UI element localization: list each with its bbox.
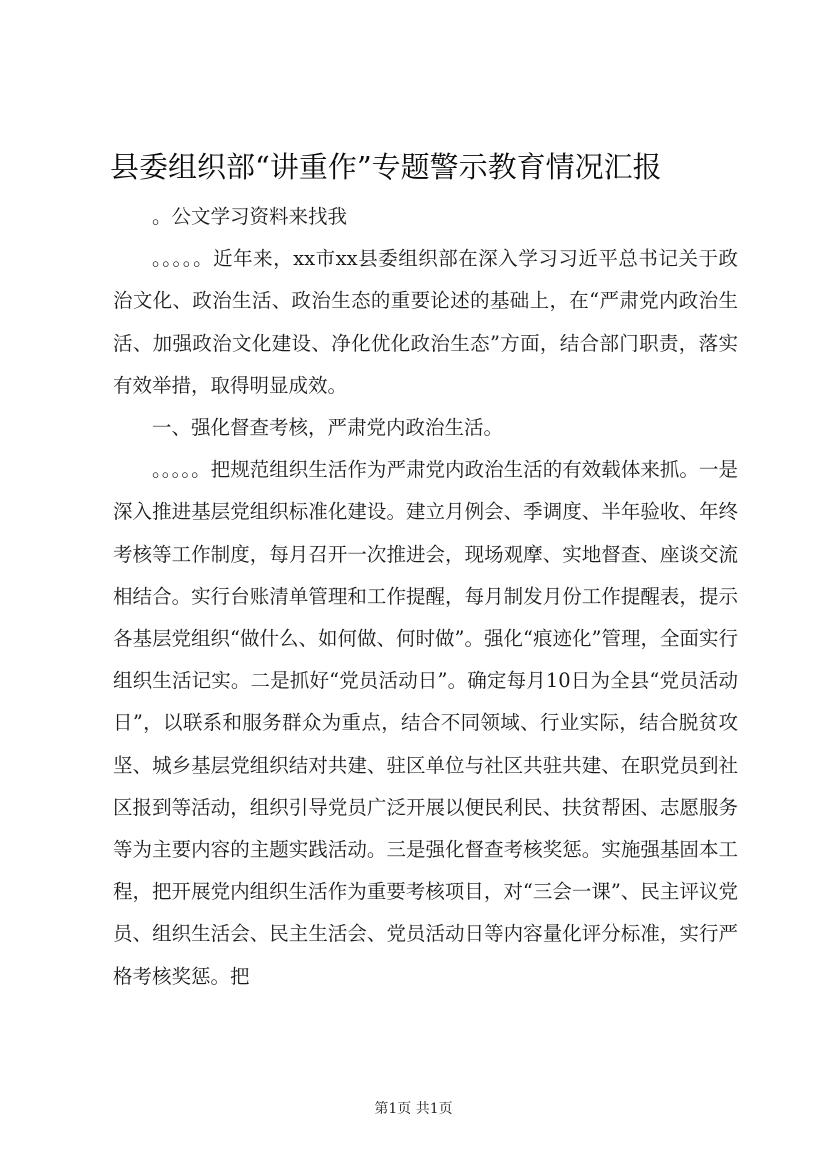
paragraph-section-1-body: 。。。。。把规范组织生活作为严肃党内政治生活的有效载体来抓。一是深入推进基层党组织标准化建设。建立月例会、季调度、半年验收、年终考核等工作制度，每月召开一次推进会，现场观摩、实地督查、座谈交流相结合。实行台账清单管理和工作提醒，每月制发月份工作提醒表，提示各基层党组织“做什么、如何做、何时做”。强化“痕迹化”管理，全面实行组织生活记实。二是抓好“党员活动日”。确定每月10日为全县“党员活动日”，以联系和服务群众为重点，结合不同领域、行业实际，结合脱贫攻坚、城乡基层党组织结对共建、驻区单位与社区共驻共建、在职党员到社区报到等活动，组织引导党员广泛开展以便民利民、扶贫帮困、志愿服务等为主要内容的主题实践活动。三是强化督查考核奖惩。实施强基固本工程，把开展党内组织生活作为重要考核项目，对“三会一课”、民主评议党员、组织生活会、民主生活会、党员活动日等内容量化评分标准，实行严格考核奖惩。把 [113,458,738,988]
paragraph-intro: 。。。。。近年来，xx市xx县委组织部在深入学习习近平总书记关于政治文化、政治生活、政治生态的重要论述的基础上，在“严肃党内政治生活、加强政治文化建设、净化优化政治生态”方面，结合部门职责，落实有效举措，取得明显成效。 [113,247,738,397]
page-footer: 第1页 共1页 [374,1101,453,1117]
paragraph-source-note: 。公文学习资料来找我 [152,205,348,228]
section-heading-1: 一、强化督查考核，严肃党内政治生活。 [152,416,504,440]
document-body [113,196,738,998]
document-title: 县委组织部“讲重作”专题警示教育情况汇报 [110,150,662,184]
